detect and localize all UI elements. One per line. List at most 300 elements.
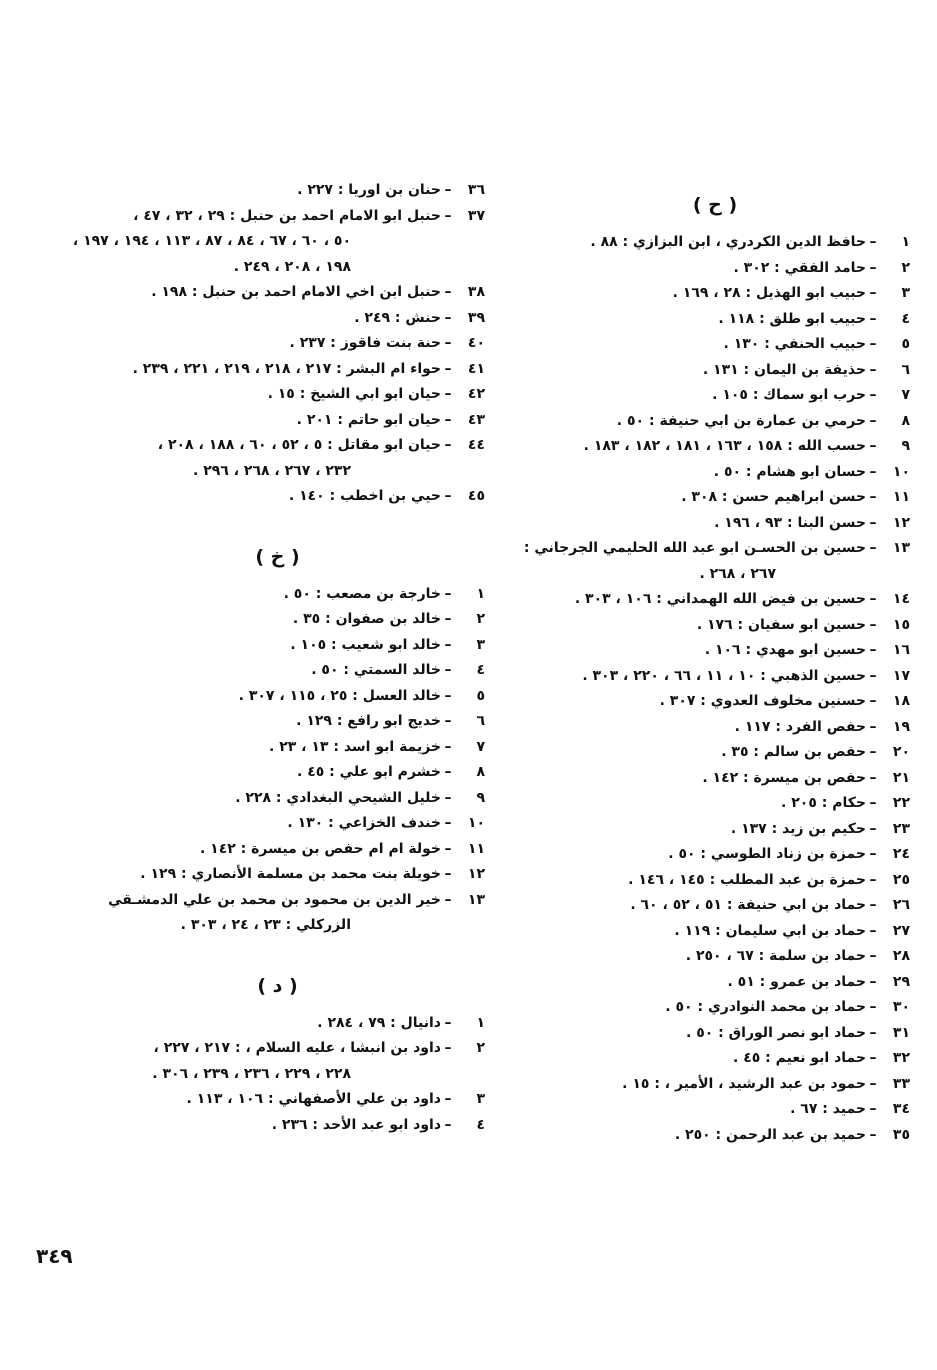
entry-dash: – (869, 846, 877, 862)
entry-text: حكام : ٢٠٥ . (781, 795, 866, 811)
entry-body (520, 944, 866, 970)
entry-dash: – (869, 693, 877, 709)
entry-text: حمود بن عبد الرشيد ، الأمير ، : ١٥ . (622, 1075, 866, 1092)
entry-text: حفص بن ميسرة : ١٤٢ . (702, 769, 866, 786)
index-entry (70, 582, 485, 608)
entry-body (70, 658, 441, 684)
entry-number: ٣ (476, 1091, 485, 1107)
entry-number: ٧ (476, 738, 485, 755)
entry-dash: – (444, 891, 452, 908)
entry-text: خير الدين بن محمود بن محمد بن علي الدمشـقي (108, 891, 441, 908)
entry-dash: – (444, 284, 452, 300)
index-entry (70, 837, 485, 863)
entry-body (70, 607, 441, 633)
entry-body (520, 638, 866, 664)
entry-number: ١٧ (892, 667, 910, 684)
entry-text: خزيمة ابو اسد : ١٣ ، ٢٣ . (269, 738, 441, 755)
entry-text: حماد بن عمرو : ٥١ . (727, 973, 866, 990)
entry-number: ٢٦ (892, 897, 910, 913)
entry-dash: – (444, 738, 452, 755)
index-entry (520, 715, 910, 741)
entry-number: ٣٢ (892, 1050, 910, 1066)
index-entry (520, 766, 910, 792)
index-entry (520, 1046, 910, 1072)
entry-text: حسن البنا : ٩٣ ، ١٩٦ . (714, 514, 866, 531)
index-entry (520, 638, 910, 664)
entry-body (70, 633, 441, 659)
entry-number: ٤١ (467, 360, 485, 377)
entry-dash: – (869, 667, 877, 684)
entry-number: ٢٥ (892, 871, 910, 888)
entry-body (70, 811, 441, 837)
entry-continuation: ٢٣٢ ، ٢٦٧ ، ٢٦٨ ، ٢٩٦ . (193, 462, 351, 479)
entry-body (520, 1046, 866, 1072)
entry-number: ٨ (901, 412, 910, 429)
entry-body (70, 408, 441, 434)
entry-dash: – (869, 973, 877, 990)
entry-body (520, 1123, 866, 1149)
entry-body (70, 837, 441, 863)
spacer (520, 222, 910, 230)
entry-text: حميد بن عبد الرحمن : ٢٥٠ . (674, 1126, 866, 1143)
entry-text: حسين ابو سفيان : ١٧٦ . (696, 616, 866, 633)
entry-number: ٢١ (892, 769, 910, 786)
entry-text: حبيب الحنفي : ١٣٠ . (723, 336, 866, 352)
entry-text: حنبل ابو الامام احمد بن حنبل : ٢٩ ، ٣٢ ، ٤٧ ، (133, 207, 441, 224)
index-entry (520, 409, 910, 435)
entry-body (70, 786, 441, 812)
entry-dash: – (869, 616, 877, 633)
entry-dash: – (869, 1101, 877, 1117)
entry-number: ٢ (476, 611, 485, 627)
entry-dash: – (869, 769, 877, 786)
entry-dash: – (444, 360, 452, 377)
entry-number: ٢٨ (892, 948, 910, 964)
entry-dash: – (444, 687, 452, 704)
entry-continuation: ٢٦٧ ، ٢٦٨ . (699, 565, 776, 582)
index-entry (520, 842, 910, 868)
entry-text: حذيفة بن اليمان : ١٣١ . (702, 361, 866, 378)
entry-dash: – (869, 463, 877, 480)
entry-number: ٣٦ (467, 182, 485, 198)
entry-number: ٢٩ (892, 973, 910, 990)
entry-text: حكيم بن زيد : ١٣٧ . (730, 820, 866, 837)
entry-body (70, 484, 441, 510)
entry-body (520, 358, 866, 384)
entry-dash: – (444, 1116, 452, 1133)
entry-body (520, 970, 866, 996)
entry-dash: – (444, 411, 452, 428)
entry-text: حماد بن محمد النوادري : ٥٠ . (665, 999, 866, 1015)
entry-dash: – (869, 514, 877, 531)
index-entry (520, 536, 910, 587)
spacer (70, 510, 485, 540)
entry-body (70, 178, 441, 204)
entry-number: ٣ (901, 285, 910, 301)
entry-number: ١٢ (892, 514, 910, 531)
index-entry (520, 511, 910, 537)
entry-text: داود بن انبشا ، عليه السلام ، : ٢١٧ ، ٢٢٧ ، (153, 1040, 441, 1056)
entry-dash: – (869, 361, 877, 378)
entry-number: ٥ (476, 687, 485, 704)
entry-body (520, 256, 866, 282)
entry-text: حسين الذهبي : ١٠ ، ١١ ، ٦٦ ، ٢٢٠ ، ٣٠٣ . (582, 667, 866, 684)
spacer (70, 939, 485, 969)
entry-dash: – (444, 437, 452, 453)
entry-body (520, 307, 866, 333)
entry-number: ٢٠ (892, 744, 910, 760)
entry-number: ٣٤ (892, 1101, 910, 1117)
entry-number: ١٨ (892, 693, 910, 709)
entry-text: حبيب ابو الهذيل : ٢٨ ، ١٦٩ . (672, 285, 866, 301)
index-entry (520, 893, 910, 919)
index-entry (520, 383, 910, 409)
index-entry (520, 664, 910, 690)
index-entry (70, 1113, 485, 1139)
entry-body (520, 766, 866, 792)
entry-number: ٤ (476, 662, 485, 678)
entry-body (520, 1072, 866, 1098)
index-entry (70, 280, 485, 306)
index-entry (520, 460, 910, 486)
entry-continuation: ٥٠ ، ٦٠ ، ٦٧ ، ٨٤ ، ٨٧ ، ١١٣ ، ١٩٤ ، ١٩٧ ، (72, 233, 351, 249)
entry-body (70, 357, 441, 383)
entry-text: خالد بن صفوان : ٣٥ . (292, 611, 441, 627)
index-entry (520, 1021, 910, 1047)
entry-body (70, 888, 441, 939)
index-entry (70, 484, 485, 510)
entry-number: ٢٤ (892, 846, 910, 862)
entry-text: حيان ابو ابي الشيخ : ١٥ . (267, 386, 441, 402)
entry-number: ١٠ (892, 463, 910, 480)
entry-number: ١٠ (467, 815, 485, 831)
entry-dash: – (444, 789, 452, 806)
entry-body (70, 862, 441, 888)
entry-continuation: ١٩٨ ، ٢٠٨ ، ٢٤٩ . (233, 258, 351, 275)
entry-text: حسين بن فيض الله الهمداني : ١٠٦ ، ٣٠٣ . (574, 591, 866, 607)
entry-body (520, 434, 866, 460)
index-entry (520, 944, 910, 970)
section-ha-continued-list (70, 178, 485, 510)
index-entry (520, 613, 910, 639)
entry-text: حسن ابراهيم حسن : ٣٠٨ . (681, 489, 866, 505)
entry-dash: – (444, 1091, 452, 1107)
entry-text: حنبل ابن اخي الامام احمد بن حنبل : ١٩٨ . (151, 284, 441, 300)
entry-dash: – (869, 897, 877, 913)
entry-dash: – (444, 386, 452, 402)
entry-text: حواء ام البشر : ٢١٧ ، ٢١٨ ، ٢١٩ ، ٢٢١ ، ٢٣٩ . (132, 360, 441, 377)
index-entry (70, 1011, 485, 1037)
entry-text: حسين بن الحسـن ابو عبد الله الحليمي الجرجاني : (523, 540, 866, 556)
entry-body (520, 689, 866, 715)
entry-dash: – (869, 718, 877, 735)
entry-body (70, 331, 441, 357)
index-entry (520, 307, 910, 333)
entry-number: ٣ (476, 636, 485, 653)
section-heading-dal: ( د ) (257, 974, 298, 997)
entry-number: ٣٥ (892, 1126, 910, 1143)
index-entry (70, 382, 485, 408)
entry-number: ٦ (476, 713, 485, 729)
entry-number: ٣٣ (892, 1075, 910, 1092)
index-entry (520, 970, 910, 996)
entry-body (520, 485, 866, 511)
entry-text: حفص الفرد : ١١٧ . (734, 718, 866, 735)
entry-body (520, 409, 866, 435)
entry-number: ٣٠ (892, 999, 910, 1015)
entry-text: حنش : ٢٤٩ . (354, 309, 441, 326)
entry-dash: – (869, 234, 877, 250)
entry-body (520, 842, 866, 868)
index-entry (520, 332, 910, 358)
entry-body (520, 1021, 866, 1047)
entry-body (70, 1113, 441, 1139)
entry-number: ٤ (476, 1116, 485, 1133)
entry-dash: – (869, 1024, 877, 1041)
entry-body (70, 582, 441, 608)
index-entry (70, 178, 485, 204)
entry-dash: – (869, 922, 877, 939)
entry-text: خالد العسل : ٢٥ ، ١١٥ ، ٣٠٧ . (238, 687, 441, 704)
index-entry (70, 433, 485, 484)
entry-text: حميد : ٦٧ . (790, 1101, 866, 1117)
entry-text: خشرم ابو علي : ٤٥ . (297, 764, 441, 780)
index-entry (520, 281, 910, 307)
entry-text: حرب ابو سماك : ١٠٥ . (712, 387, 866, 403)
entry-number: ٤ (901, 310, 910, 327)
entry-dash: – (869, 871, 877, 888)
entry-text: حسب الله : ١٥٨ ، ١٦٣ ، ١٨١ ، ١٨٢ ، ١٨٣ . (583, 438, 866, 454)
entry-number: ١١ (467, 840, 485, 857)
entry-number: ١١ (892, 489, 910, 505)
index-entry (520, 868, 910, 894)
entry-dash: – (444, 764, 452, 780)
entry-number: ١٥ (892, 616, 910, 633)
entry-body (520, 332, 866, 358)
entry-body (520, 995, 866, 1021)
entry-number: ٥ (901, 336, 910, 352)
entry-dash: – (444, 207, 452, 224)
entry-dash: – (869, 387, 877, 403)
entry-text: حماد ابو نصر الوراق : ٥٠ . (686, 1024, 866, 1041)
entry-number: ٢٧ (892, 922, 910, 939)
entry-body (70, 280, 441, 306)
entry-text: حمزة بن عبد المطلب : ١٤٥ ، ١٤٦ . (628, 871, 866, 888)
entry-number: ٨ (476, 764, 485, 780)
entry-continuation: ٢٢٨ ، ٢٢٩ ، ٢٣٦ ، ٢٣٩ ، ٣٠٦ . (152, 1065, 351, 1082)
entry-body (70, 1011, 441, 1037)
entry-text: خالد ابو شعيب : ١٠٥ . (290, 636, 441, 653)
entry-dash: – (869, 591, 877, 607)
entry-number: ٣٧ (467, 207, 485, 224)
entry-text: حماد ابو نعيم : ٤٥ . (733, 1050, 866, 1066)
entry-text: حفص بن سالم : ٣٥ . (721, 744, 866, 760)
entry-body (70, 382, 441, 408)
entry-dash: – (444, 611, 452, 627)
index-entry (70, 811, 485, 837)
entry-body (520, 817, 866, 843)
index-entry (70, 862, 485, 888)
entry-number: ٤٣ (467, 411, 485, 428)
entry-number: ٤٠ (467, 335, 485, 351)
entry-dash: – (869, 285, 877, 301)
index-entry (70, 204, 485, 281)
entry-body (520, 511, 866, 537)
entry-text: حرمي بن عمارة بن ابي حنيفة : ٥٠ . (616, 412, 866, 429)
index-entry (520, 256, 910, 282)
entry-dash: – (869, 1050, 877, 1066)
entry-dash: – (869, 1126, 877, 1143)
entry-text: خديج ابو رافع : ١٢٩ . (296, 713, 441, 729)
index-entry (520, 1097, 910, 1123)
entry-dash: – (444, 840, 452, 857)
index-entry (70, 1087, 485, 1113)
entry-body (520, 791, 866, 817)
entry-number: ٩ (476, 789, 485, 806)
section-dal-list (70, 1011, 485, 1139)
index-entry (520, 817, 910, 843)
entry-dash: – (869, 999, 877, 1015)
entry-body (520, 740, 866, 766)
entry-text: دانيال : ٧٩ ، ٢٨٤ . (317, 1014, 441, 1031)
index-entry (520, 689, 910, 715)
entry-number: ٤٤ (467, 437, 485, 453)
entry-number: ٤٥ (467, 488, 485, 504)
entry-body (520, 919, 866, 945)
entry-dash: – (869, 310, 877, 327)
index-entry (70, 684, 485, 710)
section-heading-kha: ( خ ) (255, 545, 300, 568)
entry-dash: – (444, 182, 452, 198)
entry-body (520, 383, 866, 409)
index-entry (520, 358, 910, 384)
entry-body (520, 893, 866, 919)
entry-text: حيان ابو حاتم : ٢٠١ . (296, 411, 441, 428)
index-entry (70, 408, 485, 434)
entry-body (520, 868, 866, 894)
page-number: ٣٤٩ (36, 1244, 73, 1268)
entry-body (520, 664, 866, 690)
entry-dash: – (444, 662, 452, 678)
entry-text: داود بن علي الأصفهاني : ١٠٦ ، ١١٣ . (186, 1091, 441, 1107)
entry-number: ٢٣ (892, 820, 910, 837)
entry-text: حمزة بن زناد الطوسي : ٥٠ . (668, 846, 866, 862)
entry-dash: – (869, 1075, 877, 1092)
index-entry (520, 230, 910, 256)
entry-number: ١٣ (892, 540, 910, 556)
entry-dash: – (869, 948, 877, 964)
entry-body (70, 204, 441, 281)
entry-number: ١٦ (892, 642, 910, 658)
entry-number: ٦ (901, 361, 910, 378)
index-entry (70, 735, 485, 761)
entry-dash: – (444, 815, 452, 831)
entry-dash: – (869, 540, 877, 556)
entry-text: حنة بنت فاقوز : ٢٣٧ . (289, 335, 441, 351)
entry-dash: – (869, 642, 877, 658)
entry-number: ١٤ (892, 591, 910, 607)
entry-text: حامد الفقي : ٣٠٢ . (733, 259, 866, 276)
entry-body (70, 1036, 441, 1087)
entry-body (520, 613, 866, 639)
entry-body (520, 281, 866, 307)
entry-dash: – (444, 335, 452, 351)
entry-body (70, 1087, 441, 1113)
entry-dash: – (444, 585, 452, 602)
entry-dash: – (869, 438, 877, 454)
right-column (520, 188, 910, 1148)
entry-text: حماد بن ابي سليمان : ١١٩ . (674, 922, 866, 939)
entry-text: حسان ابو هشام : ٥٠ . (713, 463, 866, 480)
entry-number: ١٢ (467, 866, 485, 882)
entry-dash: – (869, 259, 877, 276)
index-entry (520, 485, 910, 511)
index-entry (70, 1036, 485, 1087)
entry-number: ٢ (901, 259, 910, 276)
entry-dash: – (444, 309, 452, 326)
entry-dash: – (869, 412, 877, 429)
entry-text: حنان بن اوريا : ٢٢٧ . (297, 182, 441, 198)
entry-body (520, 1097, 866, 1123)
entry-text: خالد السمتي : ٥٠ . (311, 662, 441, 678)
entry-text: حسين ابو مهدي : ١٠٦ . (704, 642, 866, 658)
entry-number: ١٩ (892, 718, 910, 735)
index-entry (70, 306, 485, 332)
entry-text: خندف الخزاعي : ١٣٠ . (287, 815, 441, 831)
section-heading-ha: ( ح ) (692, 194, 738, 216)
entry-number: ١ (901, 234, 910, 250)
entry-dash: – (444, 488, 452, 504)
entry-text: حيي بن اخطب : ١٤٠ . (288, 488, 441, 504)
entry-dash: – (444, 636, 452, 653)
entry-body (70, 760, 441, 786)
left-column (70, 178, 485, 1138)
entry-body (520, 230, 866, 256)
entry-text: خولة ام ام حفص بن ميسرة : ١٤٢ . (199, 840, 441, 857)
index-entry (520, 1072, 910, 1098)
section-kha-list (70, 582, 485, 939)
index-entry (520, 587, 910, 613)
entry-dash: – (869, 820, 877, 837)
index-entry (520, 995, 910, 1021)
entry-number: ٢ (476, 1040, 485, 1056)
index-entry (70, 331, 485, 357)
entry-text: حسنين مخلوف العدوي : ٣٠٧ . (659, 693, 866, 709)
entry-number: ٤٢ (467, 386, 485, 402)
entry-continuation: الزركلي : ٢٣ ، ٢٤ ، ٣٠٣ . (180, 917, 351, 933)
entry-dash: – (444, 866, 452, 882)
entry-dash: – (444, 713, 452, 729)
entry-number: ٩ (901, 438, 910, 454)
index-entry (70, 760, 485, 786)
index-entry (70, 786, 485, 812)
entry-number: ١ (476, 1014, 485, 1031)
index-entry (70, 357, 485, 383)
entry-body (70, 306, 441, 332)
index-entry (70, 709, 485, 735)
entry-text: خويلة بنت محمد بن مسلمة الأنصاري : ١٢٩ . (140, 866, 441, 882)
entry-text: خليل الشيحي البغدادي : ٢٢٨ . (235, 789, 441, 806)
entry-dash: – (444, 1040, 452, 1056)
index-entry (70, 658, 485, 684)
section-ha-list (520, 230, 910, 1148)
entry-number: ١٣ (467, 891, 485, 908)
entry-text: حافظ الدين الكردري ، ابن البزازي : ٨٨ . (590, 234, 866, 250)
entry-body (520, 536, 866, 587)
spacer (70, 574, 485, 582)
entry-body (70, 433, 441, 484)
entry-number: ٣٨ (467, 284, 485, 300)
